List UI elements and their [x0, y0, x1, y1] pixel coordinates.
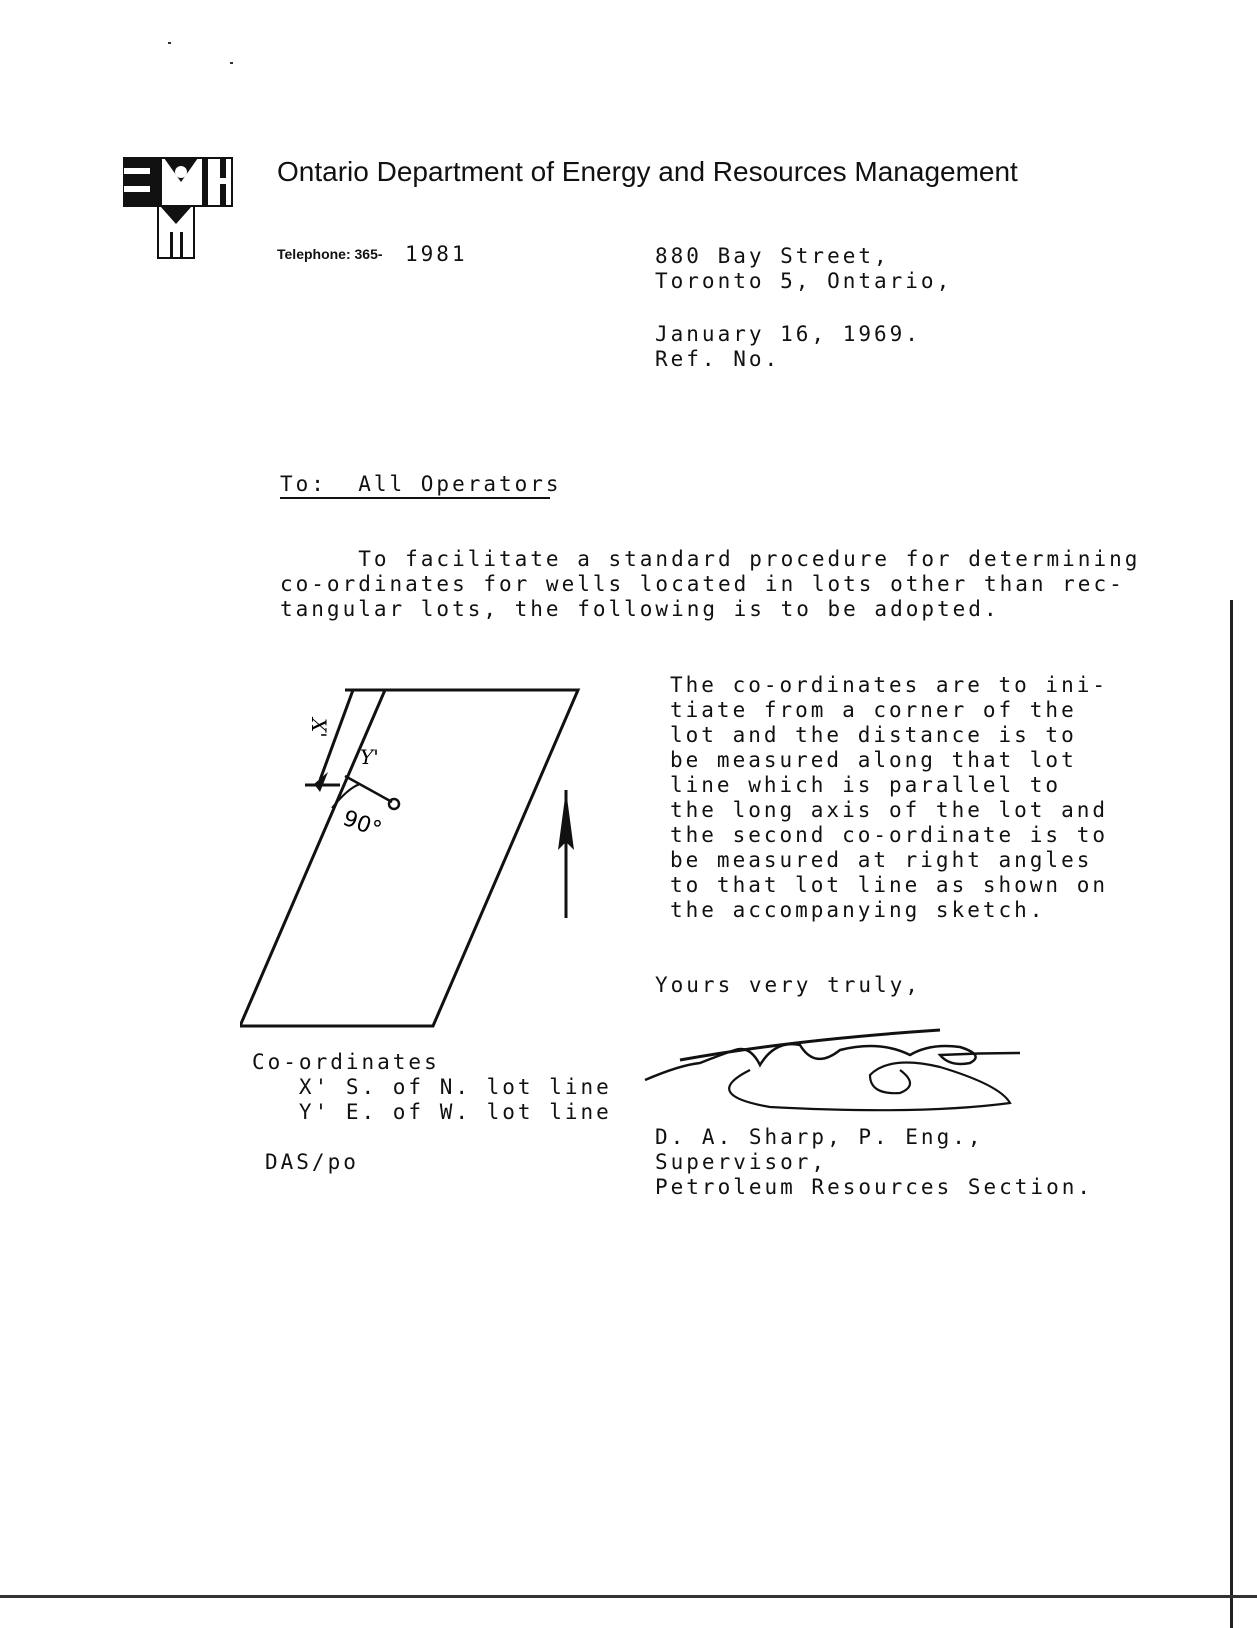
erm-logo	[122, 156, 234, 260]
signer-name: D. A. Sharp, P. Eng.,	[655, 1125, 984, 1149]
explanation-line: the accompanying sketch.	[670, 898, 1046, 922]
typist-initials: DAS/po	[265, 1150, 359, 1174]
intro-line: co-ordinates for wells located in lots other than rec-	[280, 572, 1125, 596]
explanation-line: The co-ordinates are to ini-	[670, 673, 1109, 697]
explanation-line: lot and the distance is to	[670, 723, 1077, 747]
signer-block	[655, 1125, 1093, 1200]
scan-edge-right	[1230, 600, 1233, 1628]
address-block	[655, 244, 952, 294]
y-label: Y'	[360, 745, 379, 769]
coordinates-x-line: X' S. of N. lot line	[252, 1075, 612, 1099]
stray-mark	[230, 62, 233, 64]
reference-number: Ref. No.	[655, 347, 781, 371]
explanation-paragraph	[670, 673, 1108, 923]
intro-line: To facilitate a standard procedure for determining	[280, 547, 1141, 571]
x-label: X'	[307, 718, 331, 738]
north-arrow-icon	[558, 790, 574, 850]
address-line: Toronto 5, Ontario,	[655, 269, 953, 293]
telephone-number: 1981	[405, 242, 468, 266]
stray-mark	[168, 42, 171, 44]
lot-outline	[240, 690, 578, 1026]
telephone-label: Telephone: 365-	[277, 246, 383, 262]
intro-line: tangular lots, the following is to be adopted.	[280, 597, 1000, 621]
address-line: 880 Bay Street,	[655, 244, 890, 268]
explanation-line: be measured at right angles	[670, 848, 1093, 872]
coordinates-y-line: Y' E. of W. lot line	[252, 1100, 612, 1124]
signer-section: Petroleum Resources Section.	[655, 1175, 1094, 1199]
coordinates-title: Co-ordinates	[252, 1050, 440, 1074]
explanation-line: be measured along that lot	[670, 748, 1077, 772]
explanation-line: tiate from a corner of the	[670, 698, 1077, 722]
well-location-icon	[389, 799, 399, 809]
letter-date: January 16, 1969.	[655, 322, 921, 346]
recipient: To: All Operators	[280, 472, 562, 496]
date-block	[655, 322, 921, 372]
closing: Yours very truly,	[655, 973, 921, 997]
explanation-line: to that lot line as shown on	[670, 873, 1109, 897]
explanation-line: the second co-ordinate is to	[670, 823, 1109, 847]
explanation-line: line which is parallel to	[670, 773, 1062, 797]
lot-sketch	[240, 680, 610, 1040]
organization-name: Ontario Department of Energy and Resources Management	[277, 156, 1018, 187]
angle-label: 90°	[339, 806, 385, 843]
signer-title: Supervisor,	[655, 1150, 828, 1174]
coordinates-legend	[252, 1050, 612, 1125]
recipient-underline	[280, 497, 550, 499]
explanation-line: the long axis of the lot and	[670, 798, 1109, 822]
intro-paragraph	[280, 547, 1140, 622]
handwritten-signature	[640, 1025, 1060, 1135]
scan-edge-bottom	[0, 1595, 1257, 1598]
